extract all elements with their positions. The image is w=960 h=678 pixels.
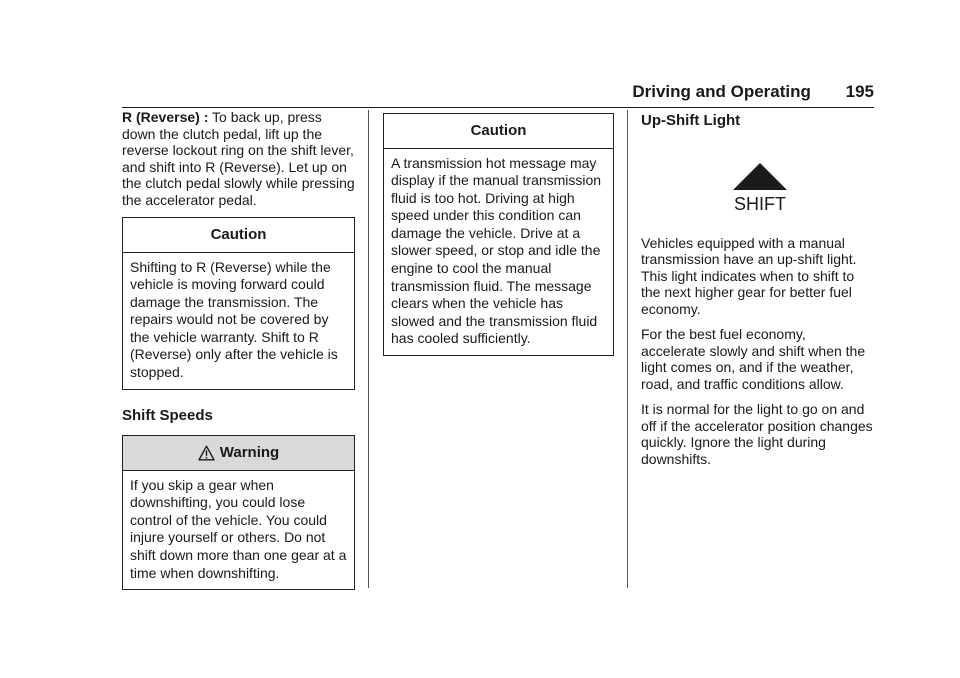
- warning-box: [122, 435, 355, 590]
- up-shift-paragraph-1: Vehicles equipped with a manual transmission have an up-shift light. This light indicates when to shift to the next higher gear for better fuel economy.: [641, 234, 857, 317]
- shift-up-light-icon: [725, 155, 795, 215]
- warning-triangle-icon: [198, 445, 215, 461]
- column-left: [122, 109, 355, 590]
- column-middle: [383, 109, 614, 356]
- column-divider: [627, 110, 628, 588]
- caution-text: Shifting to R (Reverse) while the vehicle is moving forward could damage the transmission. The repairs would not be covered by the vehicle warranty. Shift to R (Reverse) only after the vehicle is stopped.: [130, 258, 338, 381]
- section-title: Driving and Operating: [632, 82, 811, 101]
- header-rule: [122, 107, 874, 108]
- warning-title: Warning: [219, 444, 280, 462]
- shift-icon-label: SHIFT: [734, 193, 786, 214]
- reverse-text: To back up, press down the clutch pedal, lift up the reverse lockout ring on the shift lever, and shift into R (Reverse). Let up on the clutch pedal slowly while pressing the accelerator pedal.: [122, 109, 355, 208]
- reverse-paragraph: [122, 109, 355, 208]
- warning-text: If you skip a gear when downshifting, you could lose control of the vehicle. You could injure yourself or others. Do not shift down more than one gear at a time when downshifting.: [130, 476, 347, 581]
- column-divider: [368, 110, 369, 588]
- shift-speeds-heading: Shift Speeds: [122, 406, 213, 424]
- up-shift-paragraph-3: It is normal for the light to go on and off if the accelerator position changes quickly. Ignore the light during downshifts.: [641, 401, 873, 467]
- caution-title: Caution: [123, 218, 354, 253]
- page-header: [632, 82, 874, 102]
- up-shift-paragraph-2: For the best fuel economy, accelerate slowly and shift when the light comes on, and if the weather, road, and traffic conditions allow.: [641, 326, 866, 392]
- reverse-term: R (Reverse) :: [122, 109, 209, 125]
- warning-header: [123, 436, 354, 471]
- up-shift-light-heading: Up-Shift Light: [641, 112, 741, 129]
- caution-text: A transmission hot message may display if the manual transmission fluid is too hot. Driving at high speed under this condition can damage the vehicle. Drive at a slower speed, or stop and idle the engine to cool the manual transmission fluid. The message clears when the vehicle has slowed and the transmission fluid has cooled sufficiently.: [391, 154, 602, 347]
- page-number: 195: [845, 82, 874, 101]
- caution-box-reverse: [122, 217, 355, 390]
- caution-title: Caution: [384, 114, 613, 149]
- caution-box-transmission-hot: [383, 113, 614, 356]
- column-right: [641, 109, 874, 476]
